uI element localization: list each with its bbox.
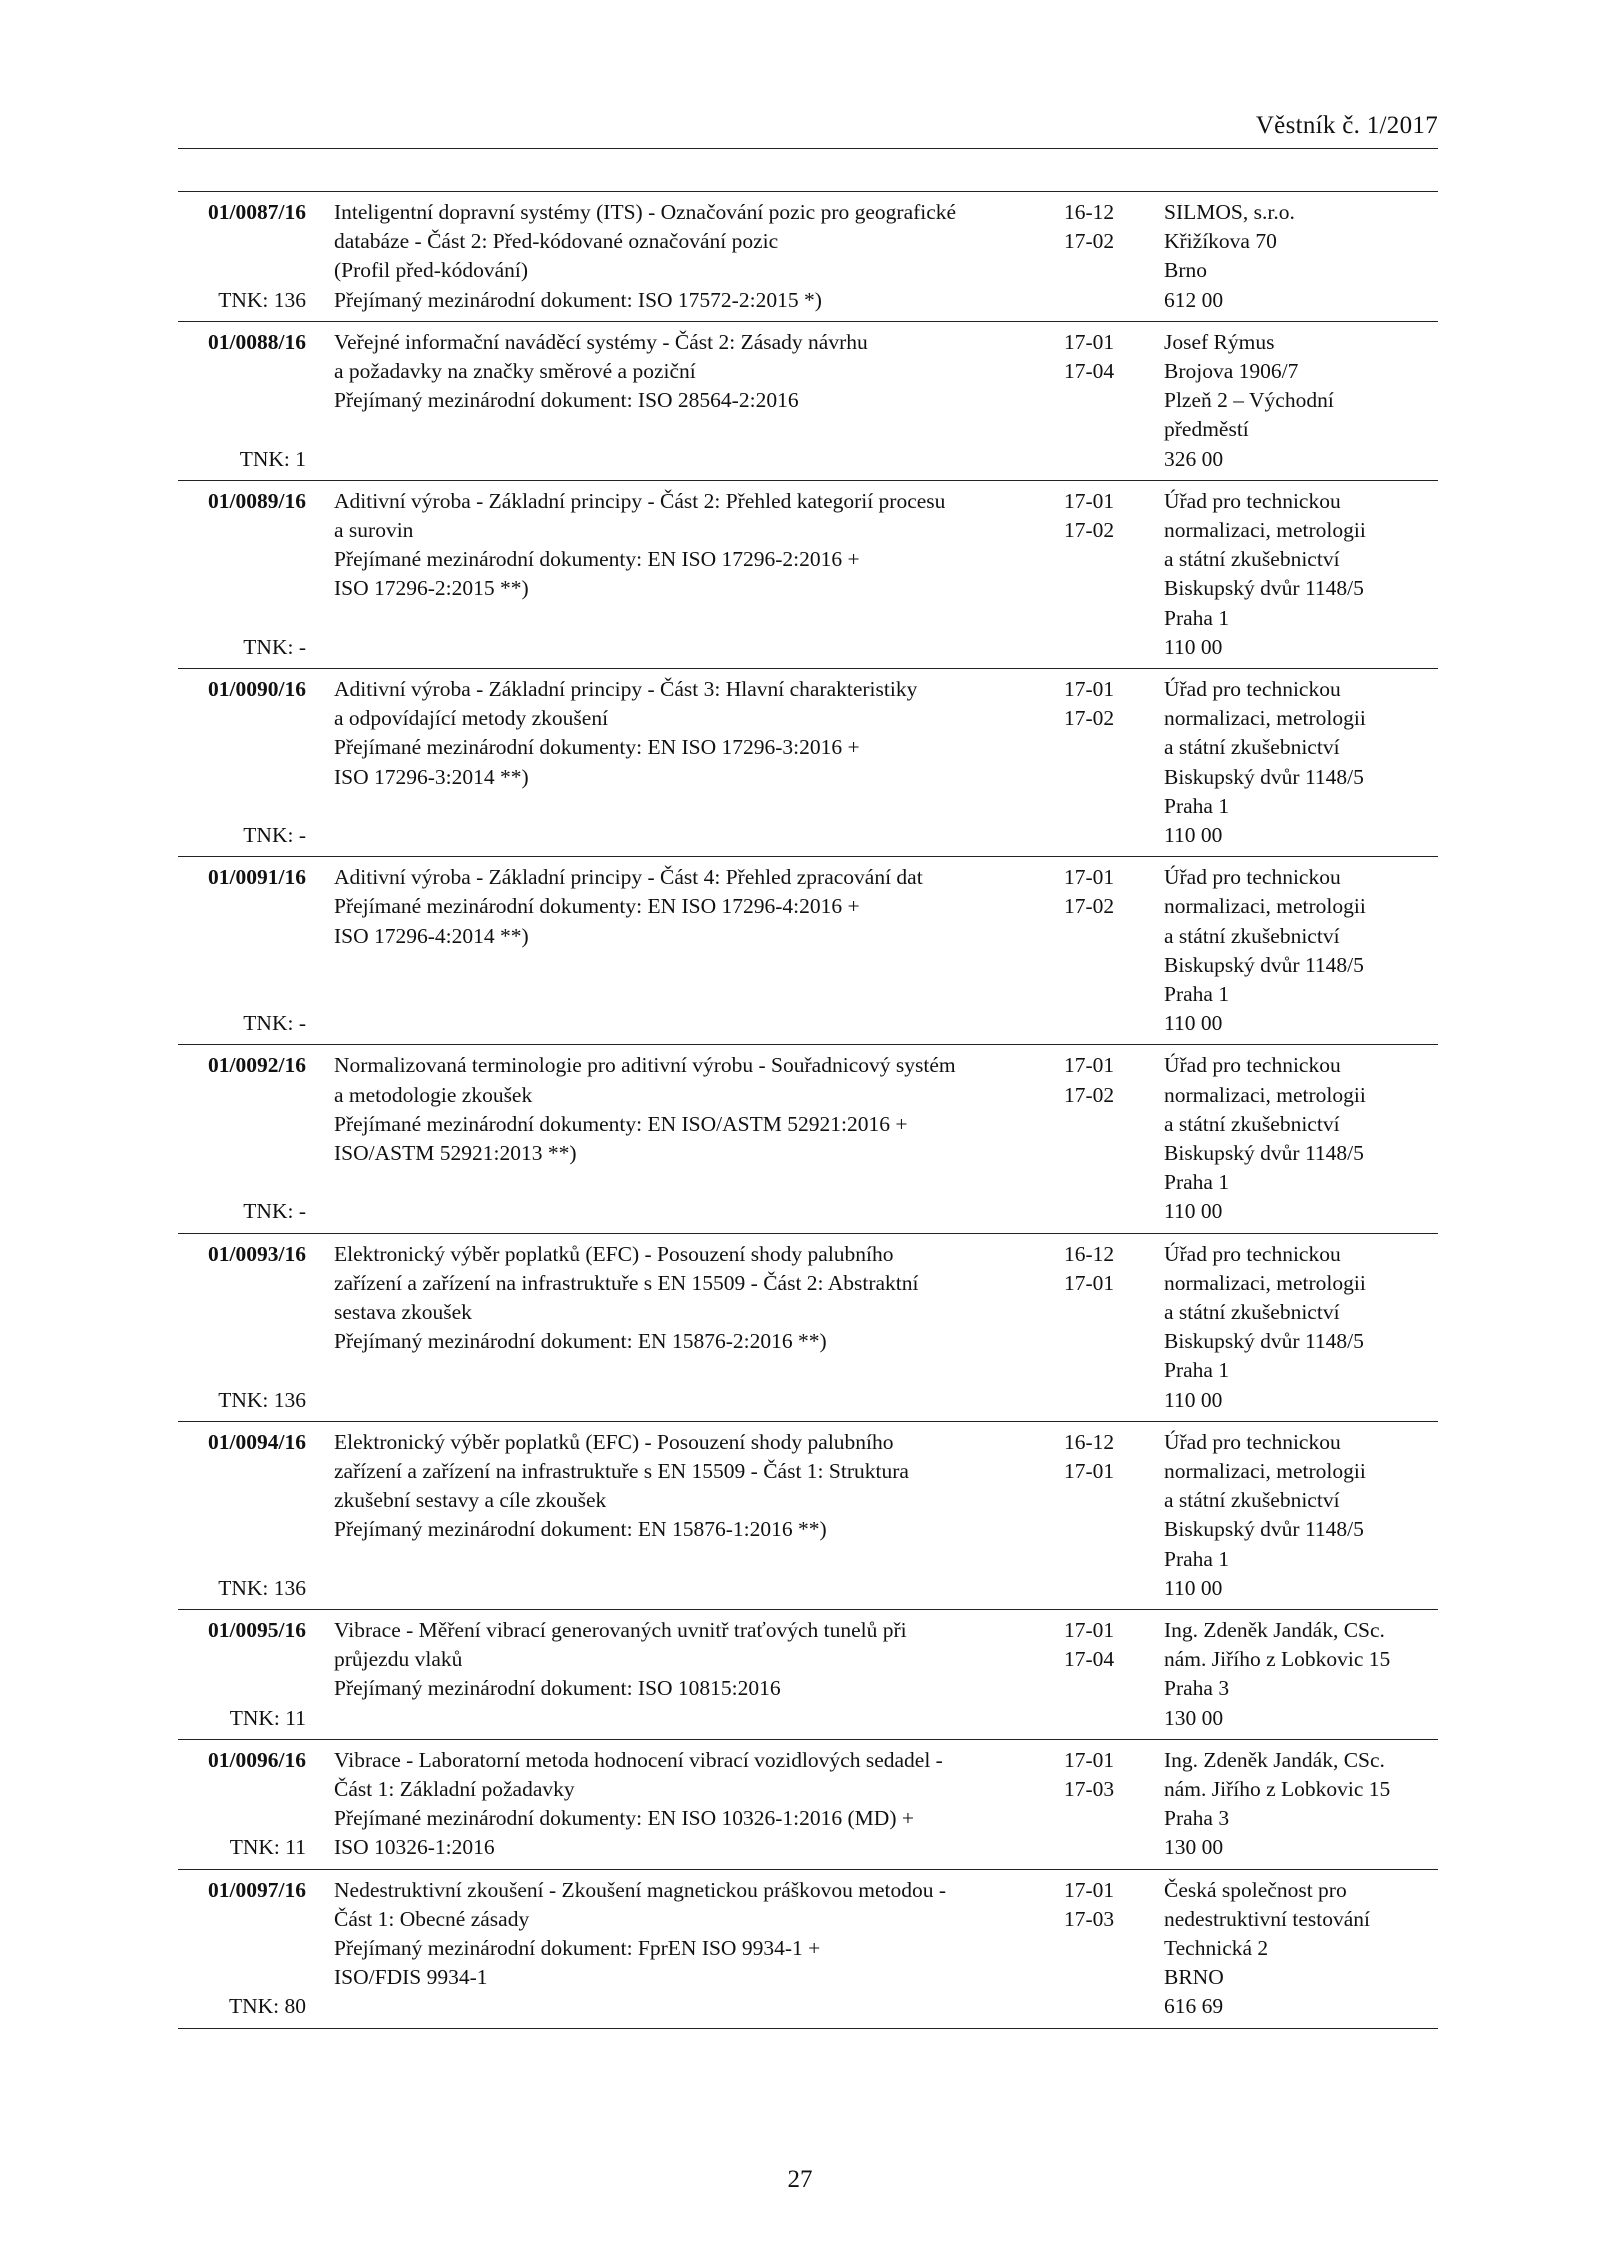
standard-number: 01/0094/16 <box>208 1429 306 1454</box>
address-line: 110 00 <box>1164 1011 1223 1036</box>
entry-id-column <box>178 1876 306 2022</box>
title-line: Aditivní výroba - Základní principy - Část 3: Hlavní charakteristiky <box>334 676 918 701</box>
address-line: normalizaci, metrologii <box>1164 518 1366 542</box>
standard-number: 01/0096/16 <box>208 1747 306 1772</box>
title-line: Vibrace - Laboratorní metoda hodnocení vibrací vozidlových sedadel - <box>334 1747 943 1772</box>
comment-dates <box>1064 198 1144 256</box>
address-line: Biskupský dvůr 1148/5 <box>1164 952 1364 977</box>
entry-id-column <box>178 487 306 662</box>
processor-address <box>1164 487 1438 662</box>
processor-address <box>1164 1240 1438 1415</box>
standard-number: 01/0091/16 <box>208 865 306 890</box>
standard-number: 01/0092/16 <box>208 1053 306 1078</box>
date-value: 17-03 <box>1064 1776 1115 1801</box>
page-number: 27 <box>787 2166 813 2193</box>
title-line: Přejímané mezinárodní dokumenty: EN ISO 17296-3:2016 + <box>334 735 860 760</box>
standard-entry <box>178 1234 1438 1422</box>
tnk-label: TNK: 80 <box>228 1994 306 2019</box>
title-line: zkušební sestavy a cíle zkoušek <box>334 1488 607 1513</box>
tnk-label: TNK: 11 <box>229 1835 306 1860</box>
address-line: SILMOS, s.r.o. <box>1164 200 1295 224</box>
date-value: 17-02 <box>1064 518 1115 542</box>
title-line: Elektronický výběr poplatků (EFC) - Posouzení shody palubního <box>334 1241 894 1266</box>
title-line: Normalizovaná terminologie pro aditivní výrobu - Souřadnicový systém <box>334 1053 956 1078</box>
title-line: a metodologie zkoušek <box>334 1082 533 1107</box>
tnk-label: TNK: 136 <box>218 287 306 312</box>
processor-address <box>1164 1051 1438 1226</box>
address-line: 326 00 <box>1164 446 1224 471</box>
address-line: Ing. Zdeněk Jandák, CSc. <box>1164 1747 1385 1772</box>
title-line: Přejímané mezinárodní dokumenty: EN ISO 17296-4:2016 + <box>334 894 860 919</box>
address-line: nám. Jiřího z Lobkovic 15 <box>1164 1647 1391 1672</box>
entry-id-column <box>178 863 306 1038</box>
date-value: 17-01 <box>1064 1270 1115 1295</box>
title-line: ISO 17296-3:2014 **) <box>334 764 529 789</box>
address-line: Biskupský dvůr 1148/5 <box>1164 1329 1364 1354</box>
date-value: 16-12 <box>1064 1429 1115 1454</box>
standard-number: 01/0090/16 <box>208 676 306 701</box>
processor-address <box>1164 1746 1438 1863</box>
standard-title <box>334 675 1054 792</box>
date-value: 16-12 <box>1064 1241 1115 1266</box>
entry-id-column <box>178 328 306 474</box>
page-header <box>178 104 1438 149</box>
address-line: Biskupský dvůr 1148/5 <box>1164 764 1364 789</box>
address-line: normalizaci, metrologii <box>1164 706 1366 731</box>
title-line: Část 1: Základní požadavky <box>334 1776 575 1801</box>
date-value: 17-01 <box>1064 1877 1115 1902</box>
address-line: nám. Jiřího z Lobkovic 15 <box>1164 1776 1391 1801</box>
address-line: Křižíkova 70 <box>1164 229 1277 254</box>
processor-address <box>1164 1428 1438 1603</box>
entry-id-column <box>178 1746 306 1863</box>
address-line: nedestruktivní testování <box>1164 1906 1371 1931</box>
address-line: Praha 1 <box>1164 1170 1230 1195</box>
title-line: a surovin <box>334 518 414 542</box>
address-line: 616 69 <box>1164 1994 1224 2019</box>
address-line: Úřad pro technickou <box>1164 1053 1341 1078</box>
address-line: a státní zkušebnictví <box>1164 547 1340 572</box>
tnk-label: TNK: 11 <box>229 1705 306 1730</box>
tnk-label: TNK: - <box>243 1199 306 1224</box>
processor-address <box>1164 675 1438 850</box>
date-value: 17-01 <box>1064 329 1115 354</box>
address-line: 110 00 <box>1164 1575 1223 1600</box>
processor-address <box>1164 198 1438 315</box>
title-line: Přejímaný mezinárodní dokument: ISO 28564-2:2016 <box>334 388 799 413</box>
tnk-label: TNK: - <box>243 634 306 659</box>
address-line: Plzeň 2 – Východní <box>1164 388 1334 413</box>
address-line: Ing. Zdeněk Jandák, CSc. <box>1164 1617 1385 1642</box>
address-line: a státní zkušebnictví <box>1164 735 1340 760</box>
processor-address <box>1164 1616 1438 1733</box>
standard-title <box>334 863 1054 951</box>
title-line: ISO/FDIS 9934-1 <box>334 1965 488 1990</box>
standard-title <box>334 487 1054 604</box>
title-line: průjezdu vlaků <box>334 1647 463 1672</box>
comment-dates <box>1064 863 1144 921</box>
address-line: Biskupský dvůr 1148/5 <box>1164 1140 1364 1165</box>
address-line: Praha 3 <box>1164 1806 1230 1831</box>
standard-number: 01/0089/16 <box>208 488 306 513</box>
address-line: normalizaci, metrologii <box>1164 1458 1366 1483</box>
comment-dates <box>1064 1746 1144 1804</box>
date-value: 17-03 <box>1064 1906 1115 1931</box>
title-line: Elektronický výběr poplatků (EFC) - Posouzení shody palubního <box>334 1429 894 1454</box>
standard-number: 01/0093/16 <box>208 1241 306 1266</box>
title-line: a odpovídající metody zkoušení <box>334 706 609 731</box>
address-line: a státní zkušebnictví <box>1164 1111 1340 1136</box>
address-line: 130 00 <box>1164 1705 1224 1730</box>
title-line: Část 1: Obecné zásady <box>334 1906 530 1931</box>
date-value: 17-01 <box>1064 488 1115 513</box>
processor-address <box>1164 328 1438 474</box>
date-value: 17-02 <box>1064 1082 1115 1107</box>
comment-dates <box>1064 675 1144 733</box>
address-line: a státní zkušebnictví <box>1164 923 1340 948</box>
address-line: 612 00 <box>1164 287 1224 312</box>
address-line: Praha 1 <box>1164 1546 1230 1571</box>
date-value: 17-02 <box>1064 229 1115 254</box>
date-value: 17-04 <box>1064 359 1115 383</box>
title-line: zařízení a zařízení na infrastruktuře s EN 15509 - Část 1: Struktura <box>334 1458 909 1483</box>
address-line: 110 00 <box>1164 1199 1223 1224</box>
standard-title <box>334 328 1054 416</box>
date-value: 17-01 <box>1064 865 1115 890</box>
address-line: 130 00 <box>1164 1835 1224 1860</box>
title-line: Přejímaný mezinárodní dokument: EN 15876-2:2016 **) <box>334 1329 827 1354</box>
comment-dates <box>1064 1051 1144 1109</box>
title-line: Přejímané mezinárodní dokumenty: EN ISO 17296-2:2016 + <box>334 547 860 572</box>
tnk-label: TNK: 136 <box>218 1575 306 1600</box>
entry-id-column <box>178 675 306 850</box>
standard-entry <box>178 1045 1438 1233</box>
address-line: Praha 1 <box>1164 605 1230 630</box>
date-value: 17-01 <box>1064 676 1115 701</box>
address-line: Praha 1 <box>1164 1358 1230 1383</box>
entry-id-column <box>178 1051 306 1226</box>
tnk-label: TNK: - <box>243 1011 306 1036</box>
title-line: a požadavky na značky směrové a poziční <box>334 359 696 383</box>
title-line: Nedestruktivní zkoušení - Zkoušení magnetickou práškovou metodou - <box>334 1877 947 1902</box>
entry-id-column <box>178 1240 306 1415</box>
address-line: Úřad pro technickou <box>1164 488 1341 513</box>
title-line: Přejímaný mezinárodní dokument: ISO 10815:2016 <box>334 1676 781 1701</box>
date-value: 17-01 <box>1064 1458 1115 1483</box>
title-line: Veřejné informační naváděcí systémy - Část 2: Zásady návrhu <box>334 329 868 354</box>
address-line: Česká společnost pro <box>1164 1877 1347 1902</box>
address-line: Josef Rýmus <box>1164 329 1275 354</box>
processor-address <box>1164 1876 1438 2022</box>
address-line: Úřad pro technickou <box>1164 1241 1341 1266</box>
standard-number: 01/0087/16 <box>208 200 306 224</box>
address-line: Praha 1 <box>1164 981 1230 1006</box>
address-line: 110 00 <box>1164 823 1223 847</box>
title-line: Aditivní výroba - Základní principy - Část 4: Přehled zpracování dat <box>334 865 923 890</box>
comment-dates <box>1064 1428 1144 1486</box>
title-line: Přejímaný mezinárodní dokument: ISO 17572-2:2015 *) <box>334 287 822 312</box>
title-line: Vibrace - Měření vibrací generovaných uvnitř traťových tunelů při <box>334 1617 907 1642</box>
date-value: 17-02 <box>1064 894 1115 919</box>
title-line: ISO 10326-1:2016 <box>334 1835 495 1860</box>
comment-dates <box>1064 1616 1144 1674</box>
title-line: ISO/ASTM 52921:2013 **) <box>334 1140 577 1165</box>
address-line: a státní zkušebnictví <box>1164 1488 1340 1513</box>
title-line: databáze - Část 2: Před-kódované označování pozic <box>334 229 779 254</box>
title-line: sestava zkoušek <box>334 1299 472 1324</box>
standard-number: 01/0095/16 <box>208 1617 306 1642</box>
entry-id-column <box>178 1428 306 1603</box>
standard-entry <box>178 192 1438 322</box>
address-line: 110 00 <box>1164 634 1223 659</box>
standard-number: 01/0097/16 <box>208 1877 306 1902</box>
title-line: Přejímaný mezinárodní dokument: EN 15876-1:2016 **) <box>334 1517 827 1542</box>
date-value: 17-02 <box>1064 706 1115 731</box>
address-line: Úřad pro technickou <box>1164 676 1341 701</box>
address-line: Praha 1 <box>1164 793 1230 818</box>
tnk-label: TNK: - <box>243 822 306 847</box>
address-line: 110 00 <box>1164 1387 1223 1412</box>
standard-entry <box>178 481 1438 669</box>
standard-title <box>334 198 1054 315</box>
address-line: Biskupský dvůr 1148/5 <box>1164 1517 1364 1542</box>
standard-entry <box>178 1740 1438 1870</box>
processor-address <box>1164 863 1438 1038</box>
standard-entry <box>178 1422 1438 1610</box>
address-line: Brojova 1906/7 <box>1164 359 1299 383</box>
date-value: 16-12 <box>1064 200 1115 224</box>
address-line: normalizaci, metrologii <box>1164 1082 1366 1107</box>
title-line: Aditivní výroba - Základní principy - Část 2: Přehled kategorií procesu <box>334 488 946 513</box>
comment-dates <box>1064 1240 1144 1298</box>
standard-title <box>334 1616 1054 1704</box>
comment-dates <box>1064 487 1144 545</box>
date-value: 17-04 <box>1064 1647 1115 1672</box>
address-line: Úřad pro technickou <box>1164 1429 1341 1454</box>
comment-dates <box>1064 1876 1144 1934</box>
address-line: Úřad pro technickou <box>1164 865 1341 890</box>
standard-title <box>334 1051 1054 1168</box>
title-line: Inteligentní dopravní systémy (ITS) - Označování pozic pro geografické <box>334 200 957 224</box>
standard-entry <box>178 322 1438 481</box>
address-line: normalizaci, metrologii <box>1164 894 1366 919</box>
comment-dates <box>1064 328 1144 386</box>
title-line: ISO 17296-4:2014 **) <box>334 923 529 948</box>
entry-id-column <box>178 198 306 315</box>
title-line: ISO 17296-2:2015 **) <box>334 576 529 601</box>
date-value: 17-01 <box>1064 1617 1115 1642</box>
address-line: Biskupský dvůr 1148/5 <box>1164 576 1364 601</box>
tnk-label: TNK: 1 <box>239 446 306 471</box>
standards-list <box>178 191 1438 2029</box>
address-line: Brno <box>1164 258 1207 283</box>
entry-id-column <box>178 1616 306 1733</box>
standard-number: 01/0088/16 <box>208 329 306 354</box>
address-line: BRNO <box>1164 1965 1224 1990</box>
date-value: 17-01 <box>1064 1053 1115 1078</box>
title-line: Přejímaný mezinárodní dokument: FprEN ISO 9934-1 + <box>334 1935 821 1960</box>
standard-title <box>334 1876 1054 1993</box>
address-line: normalizaci, metrologii <box>1164 1270 1366 1295</box>
address-line: a státní zkušebnictví <box>1164 1299 1340 1324</box>
address-line: Technická 2 <box>1164 1935 1269 1960</box>
title-line: (Profil před-kódování) <box>334 258 529 283</box>
standard-title <box>334 1746 1054 1863</box>
title-line: zařízení a zařízení na infrastruktuře s EN 15509 - Část 2: Abstraktní <box>334 1270 919 1295</box>
standard-entry <box>178 1610 1438 1740</box>
standard-entry <box>178 857 1438 1045</box>
tnk-label: TNK: 136 <box>218 1387 306 1412</box>
journal-issue: Věstník č. 1/2017 <box>1255 112 1438 139</box>
standard-title <box>334 1240 1054 1357</box>
title-line: Přejímané mezinárodní dokumenty: EN ISO/ASTM 52921:2016 + <box>334 1111 908 1136</box>
standard-title <box>334 1428 1054 1545</box>
address-line: Praha 3 <box>1164 1676 1230 1701</box>
date-value: 17-01 <box>1064 1747 1115 1772</box>
address-line: předměstí <box>1164 417 1249 442</box>
standard-entry <box>178 1870 1438 2029</box>
standard-entry <box>178 669 1438 857</box>
title-line: Přejímané mezinárodní dokumenty: EN ISO 10326-1:2016 (MD) + <box>334 1806 914 1831</box>
